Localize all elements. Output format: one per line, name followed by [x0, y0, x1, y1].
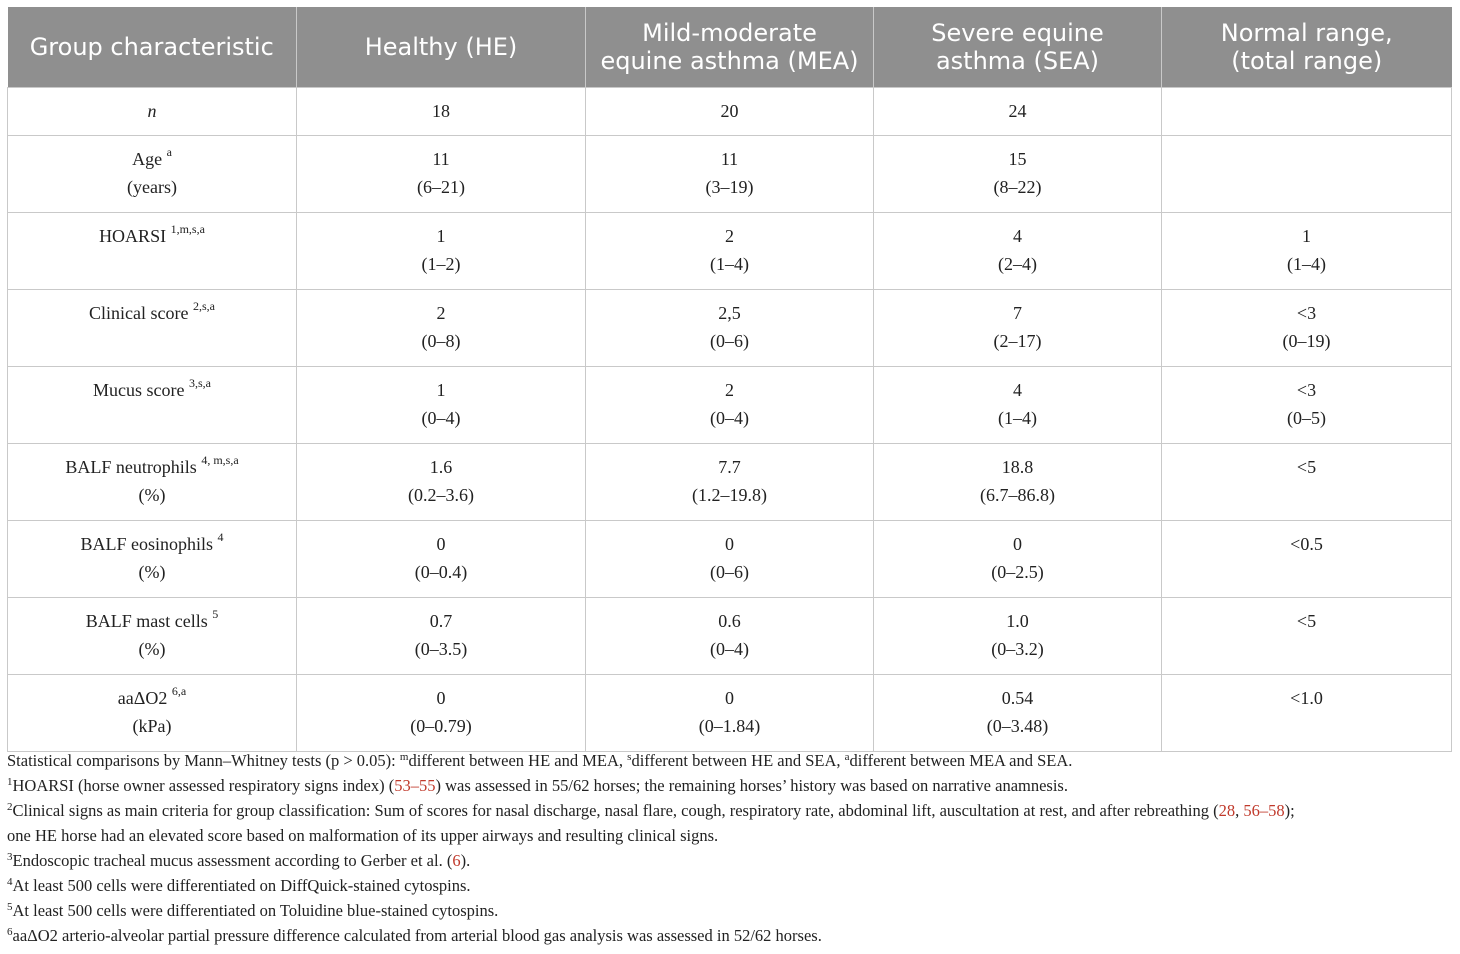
reference-link[interactable]: 56–58	[1243, 801, 1285, 820]
footnote-4: $^4$At least 500 cells were differentiated on DiffQuick-stained cytospins.	[7, 875, 471, 895]
cell-range: (2–4)	[998, 254, 1037, 274]
header-text: asthma (SEA)	[935, 47, 1100, 75]
header-text: Mild-moderate	[642, 19, 817, 47]
cell-range: (0–6)	[710, 331, 749, 351]
table-cell	[586, 444, 874, 521]
cell-range: (1–4)	[1287, 254, 1326, 274]
cell-range: (6.7–86.8)	[980, 485, 1055, 505]
cell-range: (0–3.48)	[986, 716, 1049, 736]
table-cell	[1162, 88, 1452, 136]
row-label	[8, 290, 297, 367]
table-cell	[1162, 136, 1452, 213]
cell-median: 2,5	[718, 303, 741, 323]
cell-range: (0–3.2)	[991, 639, 1044, 659]
cell-median: <3	[1296, 380, 1317, 400]
header-text: Severe equine	[931, 19, 1104, 47]
row-unit: (%)	[138, 485, 166, 505]
table-cell	[586, 213, 874, 290]
cell-median: 18.8	[1001, 457, 1034, 477]
table-cell	[1162, 521, 1452, 598]
row-unit: (years)	[127, 177, 177, 197]
reference-link[interactable]: 28	[1218, 801, 1236, 820]
footnote-2: $^2$Clinical signs as main criteria for group classification: Sum of scores for nasal discharge, nasal flare, cough, respiratory rate, abdominal lift, auscultation at rest, and after rebreathing (28, 56–58); one HE horse had an elevated score based on malformation of its upper airways and resulting clinical signs.	[7, 800, 1295, 845]
cell-median: <3	[1296, 303, 1317, 323]
cell-range: (0–6)	[710, 562, 749, 582]
cell-median: 7.7	[718, 457, 741, 477]
footnote-6: $^6$aaΔO2 arterio-alveolar partial pressure difference calculated from arterial blood gas analysis was assessed in 52/62 horses.	[7, 925, 822, 945]
table-cell: 20	[586, 88, 874, 136]
row-label-superscript: 5	[212, 607, 219, 621]
cell-range: (0–4)	[710, 639, 749, 659]
table-cell: 24	[874, 88, 1162, 136]
characteristics-table-container	[7, 7, 1451, 752]
cell-range: (0–4)	[421, 408, 461, 428]
cell-median: 0	[436, 534, 446, 554]
table-row	[8, 136, 1452, 213]
cell-median: 0.54	[1001, 688, 1034, 708]
table-cell: 18	[297, 88, 586, 136]
table-footnotes	[7, 748, 1453, 948]
table-row	[8, 290, 1452, 367]
row-label	[8, 675, 297, 752]
row-unit: (kPa)	[132, 716, 172, 736]
header-cell	[1162, 7, 1452, 88]
footnote-stats: Statistical comparisons by Mann–Whitney tests (p > 0.05): $^m$different between HE and MEA, $^s$different between HE and SEA, $^a$different between MEA and SEA.	[7, 750, 1073, 770]
row-label-text: Clinical score	[89, 303, 189, 323]
cell-median: 11	[432, 149, 450, 169]
table-row	[8, 367, 1452, 444]
table-cell	[874, 521, 1162, 598]
footnote-1: $^1$HOARSI (horse owner assessed respiratory signs index) (53–55) was assessed in 55/62 horses; the remaining horses’ history was based on narrative anamnesis.	[7, 775, 1068, 795]
table-cell	[874, 290, 1162, 367]
cell-median: 15	[1008, 149, 1027, 169]
table-cell	[586, 136, 874, 213]
cell-median: 4	[1013, 226, 1022, 246]
header-row	[8, 7, 1452, 88]
cell-range: (0–19)	[1282, 331, 1331, 351]
table-cell	[874, 136, 1162, 213]
row-label-text: HOARSI	[99, 226, 167, 246]
header-cell	[874, 7, 1162, 88]
table-row	[8, 444, 1452, 521]
row-label-superscript: 6,a	[171, 684, 187, 698]
table-cell	[1162, 213, 1452, 290]
table-cell	[874, 675, 1162, 752]
cell-range: (0–4)	[710, 408, 749, 428]
row-label	[8, 521, 297, 598]
table-cell	[1162, 598, 1452, 675]
cell-median: <5	[1296, 457, 1317, 477]
cell-median: 1	[1302, 226, 1311, 246]
header-text: equine asthma (MEA)	[600, 47, 859, 75]
cell-median: 0	[436, 688, 446, 708]
table-cell	[874, 367, 1162, 444]
row-label	[8, 213, 297, 290]
cell-range: (1–2)	[421, 254, 461, 274]
cell-median: 2	[725, 380, 734, 400]
table-row	[8, 213, 1452, 290]
cell-median: 1	[436, 380, 446, 400]
cell-median: 0	[725, 534, 734, 554]
row-label-text: Mucus score	[93, 380, 185, 400]
cell-median: <1.0	[1290, 688, 1323, 708]
cell-range: (0–8)	[421, 331, 461, 351]
table-cell	[874, 598, 1162, 675]
cell-range: (8–22)	[993, 177, 1042, 197]
header-cell	[8, 7, 297, 88]
table-row	[8, 598, 1452, 675]
cell-range: (0–1.84)	[698, 716, 761, 736]
header-cell	[297, 7, 586, 88]
row-label-superscript: 3,s,a	[188, 376, 211, 390]
table-cell	[297, 213, 586, 290]
cell-range: (0–2.5)	[991, 562, 1044, 582]
cell-median: 0	[1013, 534, 1022, 554]
table-cell	[1162, 675, 1452, 752]
cell-median: 0	[725, 688, 734, 708]
characteristics-table	[7, 7, 1452, 752]
table-cell	[1162, 290, 1452, 367]
table-cell	[1162, 367, 1452, 444]
cell-median: 7	[1013, 303, 1022, 323]
table-row	[8, 675, 1452, 752]
cell-median: 4	[1013, 380, 1022, 400]
row-label-superscript: 1,m,s,a	[170, 222, 205, 236]
cell-median: 11	[720, 149, 739, 169]
table-cell	[586, 598, 874, 675]
cell-median: 1.0	[1006, 611, 1029, 631]
header-text: Normal range,	[1220, 19, 1393, 47]
table-cell	[586, 290, 874, 367]
cell-range: (0–3.5)	[414, 639, 468, 659]
row-label-superscript: 2,s,a	[192, 299, 215, 313]
row-label-text: Age	[132, 149, 163, 169]
row-label-text: BALF mast cells	[85, 611, 208, 631]
table-cell	[297, 290, 586, 367]
row-unit: (%)	[138, 562, 166, 582]
row-label	[8, 444, 297, 521]
table-cell	[874, 444, 1162, 521]
reference-link[interactable]: 53–55	[394, 776, 436, 795]
table-cell	[586, 521, 874, 598]
table-cell	[586, 675, 874, 752]
cell-median: 2	[725, 226, 734, 246]
header-cell	[586, 7, 874, 88]
cell-range: (2–17)	[993, 331, 1042, 351]
cell-range: (0.2–3.6)	[408, 485, 474, 505]
cell-range: (6–21)	[417, 177, 465, 197]
cell-median: 1	[436, 226, 446, 246]
table-cell	[586, 367, 874, 444]
row-label-superscript: a	[166, 145, 172, 159]
header-text: Group characteristic	[29, 33, 274, 61]
cell-range: (1.2–19.8)	[692, 485, 767, 505]
table-cell	[297, 444, 586, 521]
cell-range: (0–0.79)	[410, 716, 472, 736]
cell-median: 0.7	[429, 611, 453, 631]
table-cell	[297, 598, 586, 675]
table-row	[8, 88, 1452, 136]
cell-range: (1–4)	[710, 254, 749, 274]
header-text: Healthy (HE)	[364, 33, 518, 61]
cell-median: <0.5	[1290, 534, 1323, 554]
n-label: n	[147, 101, 157, 121]
row-label-superscript: 4	[217, 530, 224, 544]
cell-range: (1–4)	[998, 408, 1037, 428]
table-cell	[297, 521, 586, 598]
table-cell	[297, 136, 586, 213]
row-label-text: aaΔO2	[117, 688, 168, 708]
cell-median: 2	[436, 303, 446, 323]
table-row	[8, 521, 1452, 598]
reference-link[interactable]: 6	[452, 851, 461, 870]
table-cell	[297, 675, 586, 752]
row-label-superscript: 4, m,s,a	[201, 453, 239, 467]
footnote-5: $^5$At least 500 cells were differentiated on Toluidine blue-stained cytospins.	[7, 900, 499, 920]
table-cell	[874, 213, 1162, 290]
table-cell	[1162, 444, 1452, 521]
table-cell	[297, 367, 586, 444]
header-text: (total range)	[1231, 47, 1383, 75]
row-label	[8, 136, 297, 213]
cell-range: (0–0.4)	[414, 562, 468, 582]
row-label	[8, 88, 297, 136]
row-label-text: BALF neutrophils	[65, 457, 197, 477]
cell-range: (3–19)	[705, 177, 754, 197]
cell-median: 1.6	[429, 457, 453, 477]
cell-median: 0.6	[718, 611, 741, 631]
cell-median: <5	[1296, 611, 1317, 631]
row-unit: (%)	[138, 639, 166, 659]
row-label	[8, 598, 297, 675]
footnote-3: $^3$Endoscopic tracheal mucus assessment according to Gerber et al. (6).	[7, 850, 471, 870]
row-label-text: BALF eosinophils	[80, 534, 213, 554]
row-label	[8, 367, 297, 444]
cell-range: (0–5)	[1287, 408, 1326, 428]
